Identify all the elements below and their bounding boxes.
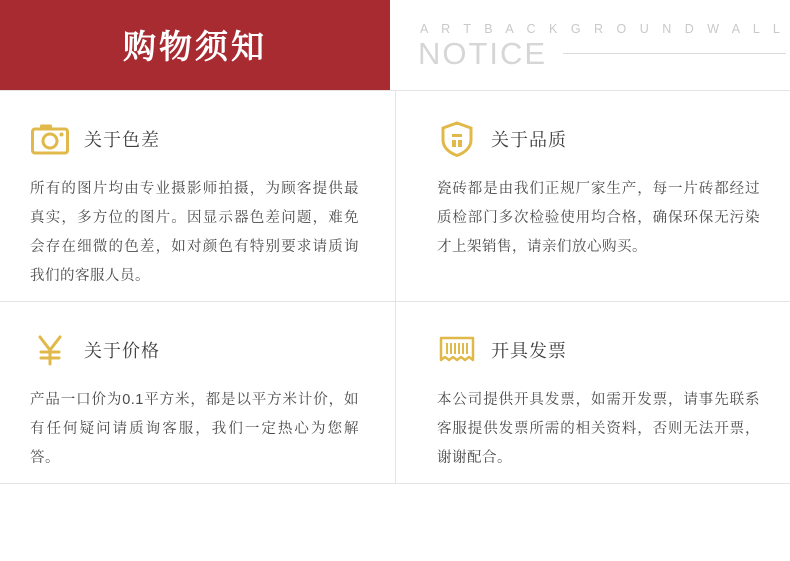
yuan-price-icon [30, 330, 70, 370]
notice-block-body: 所有的图片均由专业摄影师拍摄，为顾客提供最真实，多方位的图片。因显示器色差问题，难免会存在细微的色差，如对颜色有特别要求请质询我们的客服人员。 [30, 181, 359, 284]
notice-block-quality [395, 91, 790, 301]
page-title: 购物须知 [123, 27, 267, 65]
shield-quality-icon [437, 119, 477, 159]
notice-block-title: 关于品质 [491, 130, 567, 150]
notice-block-title: 关于价格 [84, 341, 160, 361]
camera-icon [30, 119, 70, 159]
bottom-divider [0, 483, 790, 484]
invoice-icon [437, 330, 477, 370]
header-divider-line [563, 53, 786, 54]
header-title-banner [0, 0, 390, 90]
notice-block-title: 关于色差 [84, 130, 160, 150]
header-subtitle-en: A R T B A C K G R O U N D W A L L [420, 21, 785, 36]
notice-block-header [30, 113, 359, 165]
notice-block-color [0, 91, 395, 301]
header-subtitle-area [390, 0, 790, 90]
notice-block-header [437, 324, 760, 376]
notice-block-title: 开具发票 [491, 341, 567, 361]
notice-block-price [0, 302, 395, 483]
notice-block-header [30, 324, 359, 376]
notice-block-body: 产品一口价为0.1平方米，都是以平方米计价，如有任何疑问请质询客服，我们一定热心为您解答。 [30, 392, 359, 466]
notice-block-header [437, 113, 760, 165]
notice-grid [0, 91, 790, 484]
notice-block-body: 本公司提供开具发票，如需开发票，请事先联系客服提供发票所需的相关资料，否则无法开票，谢谢配合。 [437, 392, 760, 466]
header-notice-en: NOTICE [418, 35, 548, 71]
header-notice-row [418, 35, 790, 71]
vertical-divider [395, 302, 396, 483]
notice-block-invoice [395, 302, 790, 483]
vertical-divider [395, 91, 396, 301]
notice-row-2 [0, 302, 790, 483]
notice-row-1 [0, 91, 790, 301]
page-header [0, 0, 790, 90]
notice-block-body: 瓷砖都是由我们正规厂家生产，每一片砖都经过质检部门多次检验使用均合格，确保环保无污染才上架销售，请亲们放心购买。 [437, 181, 760, 255]
